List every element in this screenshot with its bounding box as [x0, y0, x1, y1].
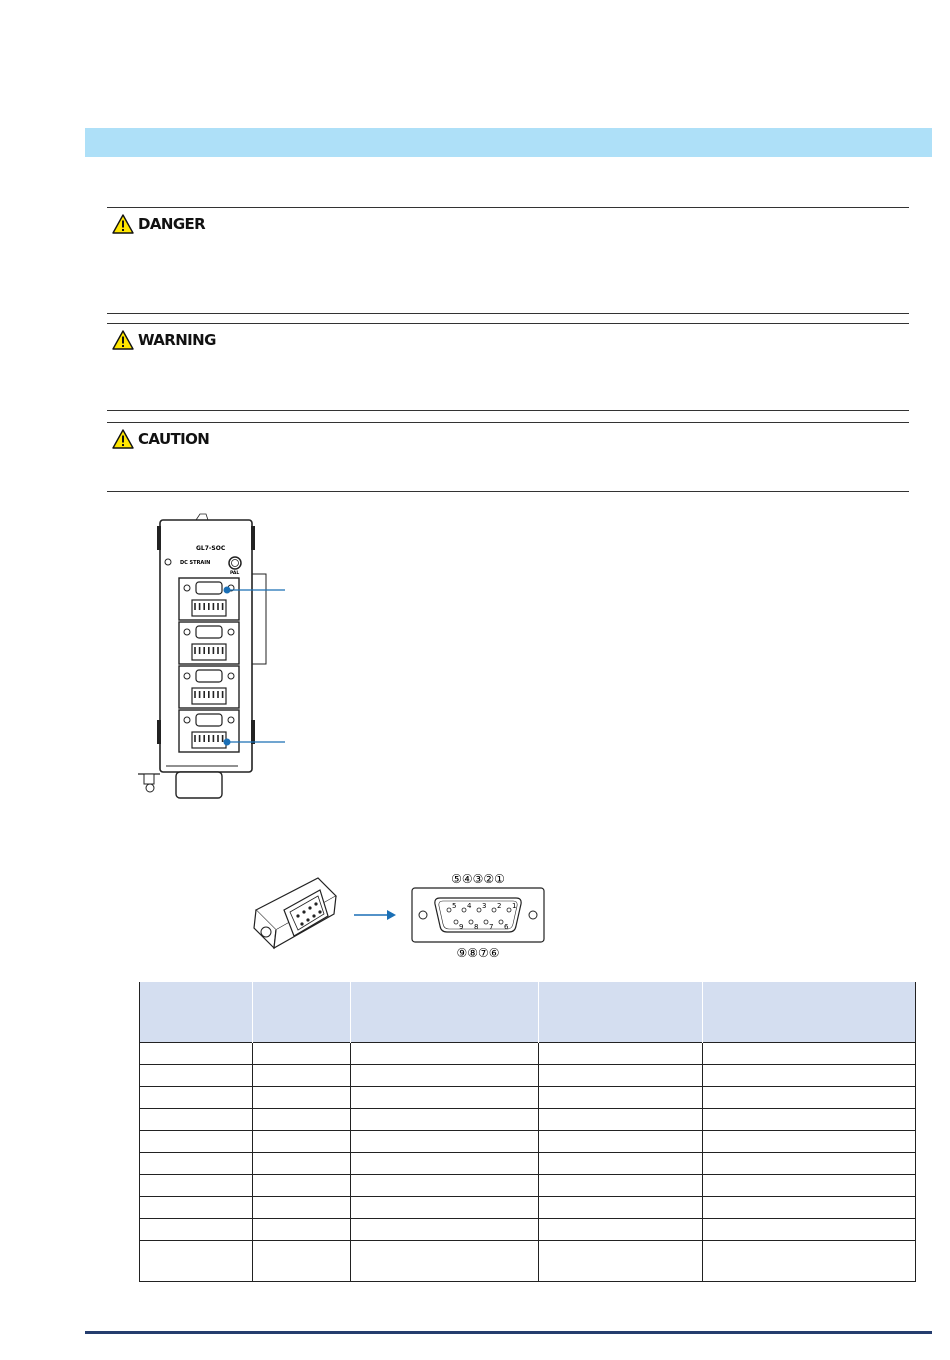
signal-label: DC STRAIN — [180, 560, 211, 566]
callout-dot-top — [224, 587, 231, 594]
pin-number: 3 — [482, 902, 487, 910]
table-row — [140, 1087, 916, 1109]
table-row — [140, 1043, 916, 1065]
danger-text: DANGER — [138, 215, 206, 233]
table-row — [140, 1197, 916, 1219]
port-label: PAL — [230, 571, 240, 576]
table-header-cell — [253, 982, 351, 1043]
pin-number: 8 — [474, 923, 479, 931]
pin-number: 7 — [489, 923, 494, 931]
warning-triangle-icon — [112, 214, 134, 234]
warning-bottom-rule — [107, 410, 909, 411]
caution-text: CAUTION — [138, 430, 210, 448]
warning-text: WARNING — [138, 331, 216, 349]
danger-top-rule — [107, 207, 909, 208]
pin-number: 4 — [467, 902, 472, 910]
arrow-head-icon — [387, 910, 396, 920]
pin-number: 6 — [504, 923, 509, 931]
table-row — [140, 1065, 916, 1087]
danger-label — [112, 213, 205, 235]
bottom-pin-numbers: ⑨⑧⑦⑥ — [456, 946, 500, 960]
pin-number: 5 — [452, 902, 457, 910]
table-row — [140, 1153, 916, 1175]
dsub-connector-diagram — [250, 870, 550, 962]
warning-top-rule — [107, 323, 909, 324]
caution-label — [112, 428, 209, 450]
table-header-cell — [140, 982, 253, 1043]
pin-assignment-table — [139, 982, 916, 1282]
table-row — [140, 1241, 916, 1282]
caution-top-rule — [107, 422, 909, 423]
warning-triangle-icon — [112, 429, 134, 449]
danger-bottom-rule — [107, 313, 909, 314]
table-row — [140, 1219, 916, 1241]
module-front-panel-illustration — [130, 512, 300, 804]
section-heading-bar — [85, 128, 932, 157]
table-header-cell — [703, 982, 916, 1043]
table-row — [140, 1131, 916, 1153]
pin-number: 9 — [459, 923, 464, 931]
model-label: GL7-SOC — [196, 545, 226, 552]
pin-number: 1 — [512, 902, 517, 910]
table-row — [140, 1175, 916, 1197]
warning-label — [112, 329, 216, 351]
table-row — [140, 1109, 916, 1131]
table-header-cell — [351, 982, 539, 1043]
footer-rule — [85, 1331, 932, 1334]
callout-dot-bottom — [224, 739, 231, 746]
table-header-row — [140, 982, 916, 1043]
table-header-cell — [539, 982, 703, 1043]
pin-number: 2 — [497, 902, 502, 910]
caution-bottom-rule — [107, 491, 909, 492]
top-pin-numbers: ⑤④③②① — [451, 872, 505, 886]
dsub-connector-3d-icon — [254, 878, 336, 948]
warning-triangle-icon — [112, 330, 134, 350]
